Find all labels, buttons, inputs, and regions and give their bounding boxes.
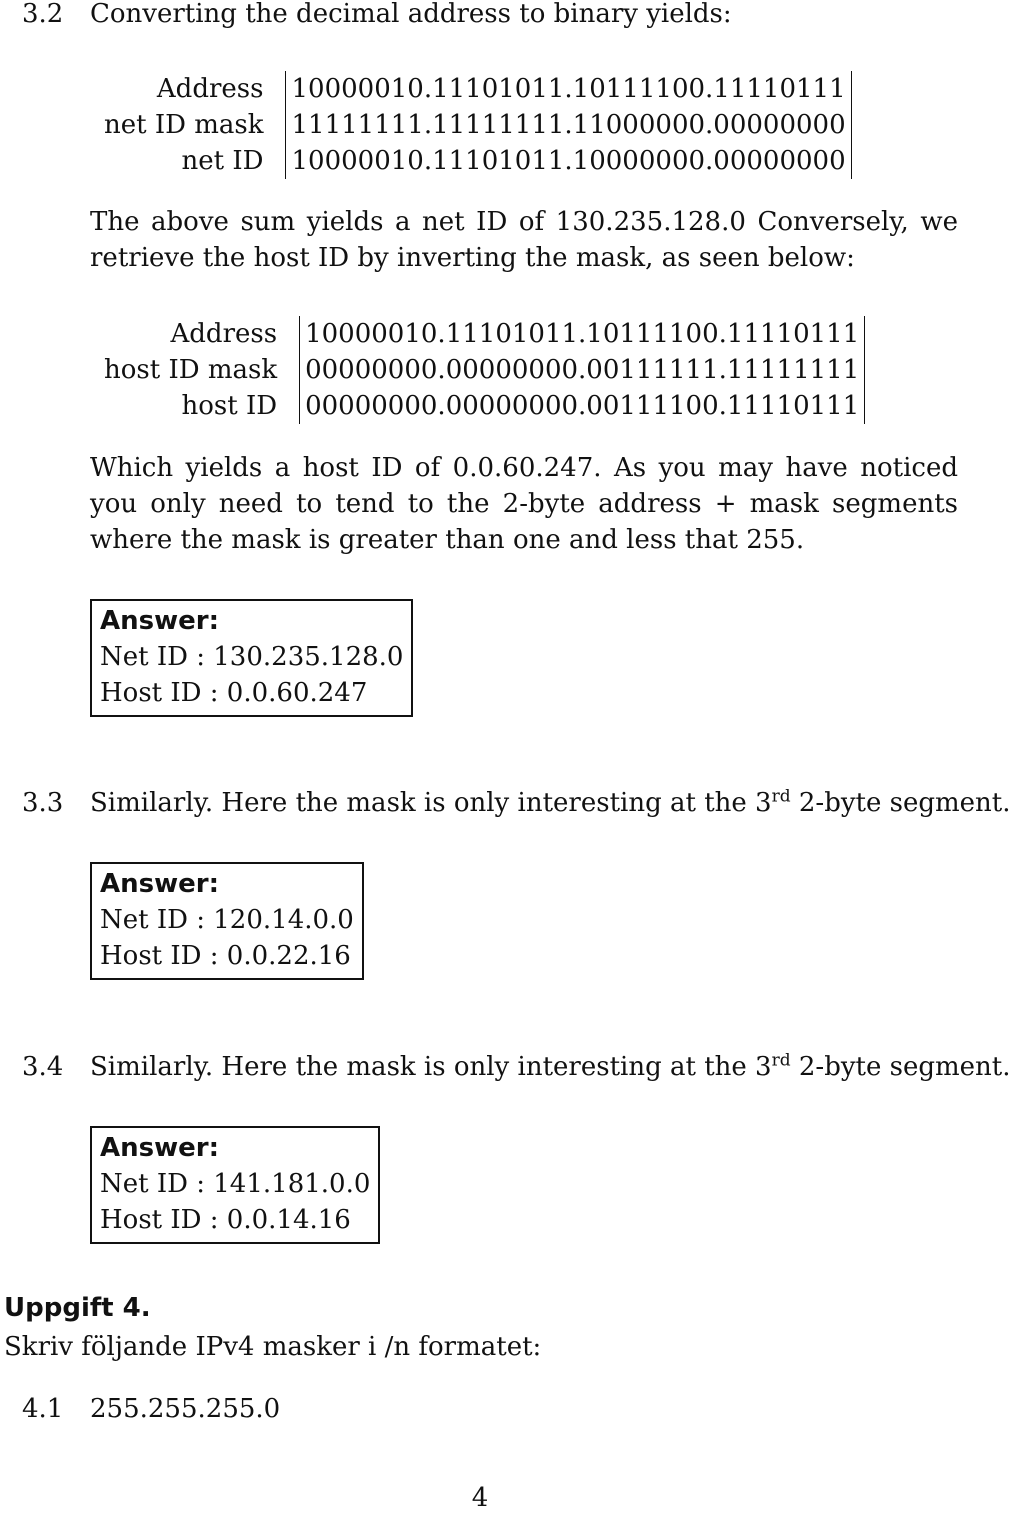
row-label: host ID mask (104, 355, 278, 385)
superscript: rd (771, 1050, 791, 1071)
exercise-instruction: Skriv följande IPv4 masker i /n formatet: (4, 1332, 542, 1362)
item-text: 255.255.255.0 (90, 1394, 281, 1424)
table-row (104, 316, 865, 352)
binary-value: 10000010.11101011.10111100.11110111 (300, 316, 865, 352)
answer-net-id: Net ID : 141.181.0.0 (100, 1169, 371, 1199)
table-row (104, 71, 851, 107)
section-number: 3.4 (22, 1052, 64, 1082)
paragraph: The above sum yields a net ID of 130.235.128.0 Conversely, we retrieve the host ID by inverting the mask, as seen below: (90, 207, 958, 273)
section-text (90, 785, 1011, 821)
answer-net-id: Net ID : 120.14.0.0 (100, 905, 354, 935)
host-id-binary-table (104, 316, 865, 424)
answer-host-id: Host ID : 0.0.22.16 (100, 941, 351, 971)
table-row (104, 143, 851, 179)
text-part: Similarly. Here the mask is only interesting at the 3 (90, 788, 772, 818)
table-row (104, 352, 865, 388)
row-label: net ID mask (104, 110, 264, 140)
answer-box (90, 862, 364, 980)
row-label: host ID (181, 391, 278, 421)
text-part: 2-byte segment. (790, 788, 1011, 818)
section-number: 3.2 (22, 0, 64, 29)
binary-value: 10000010.11101011.10111100.11110111 (286, 71, 851, 107)
binary-value: 00000000.00000000.00111100.11110111 (300, 388, 865, 424)
superscript: rd (771, 786, 791, 807)
row-label: net ID (181, 146, 264, 176)
row-label: Address (156, 74, 264, 104)
item-number: 4.1 (22, 1394, 64, 1424)
answer-host-id: Host ID : 0.0.60.247 (100, 678, 368, 708)
paragraph: Which yields a host ID of 0.0.60.247. As you may have noticed you only need to tend to the 2-byte address + mask segments where the mask is greater than one and less that 255. (90, 453, 958, 555)
section-number: 3.3 (22, 788, 64, 818)
table-row (104, 107, 851, 143)
section-title: Converting the decimal address to binary yields: (90, 0, 732, 29)
binary-value: 11111111.11111111.11000000.00000000 (286, 107, 851, 143)
answer-host-id: Host ID : 0.0.14.16 (100, 1205, 351, 1235)
page-number: 4 (471, 1483, 489, 1513)
answer-heading: Answer: (100, 606, 219, 636)
binary-value: 00000000.00000000.00111111.11111111 (300, 352, 865, 388)
section-text (90, 1049, 1011, 1085)
row-label: Address (170, 319, 278, 349)
answer-box (90, 599, 413, 717)
net-id-binary-table (104, 71, 852, 179)
answer-heading: Answer: (100, 1133, 219, 1163)
exercise-heading: Uppgift 4. (4, 1293, 151, 1323)
text-part: 2-byte segment. (790, 1052, 1011, 1082)
text-part: Similarly. Here the mask is only interesting at the 3 (90, 1052, 772, 1082)
binary-value: 10000010.11101011.10000000.00000000 (286, 143, 851, 179)
answer-box (90, 1126, 380, 1244)
table-row (104, 388, 865, 424)
answer-heading: Answer: (100, 869, 219, 899)
answer-net-id: Net ID : 130.235.128.0 (100, 642, 404, 672)
